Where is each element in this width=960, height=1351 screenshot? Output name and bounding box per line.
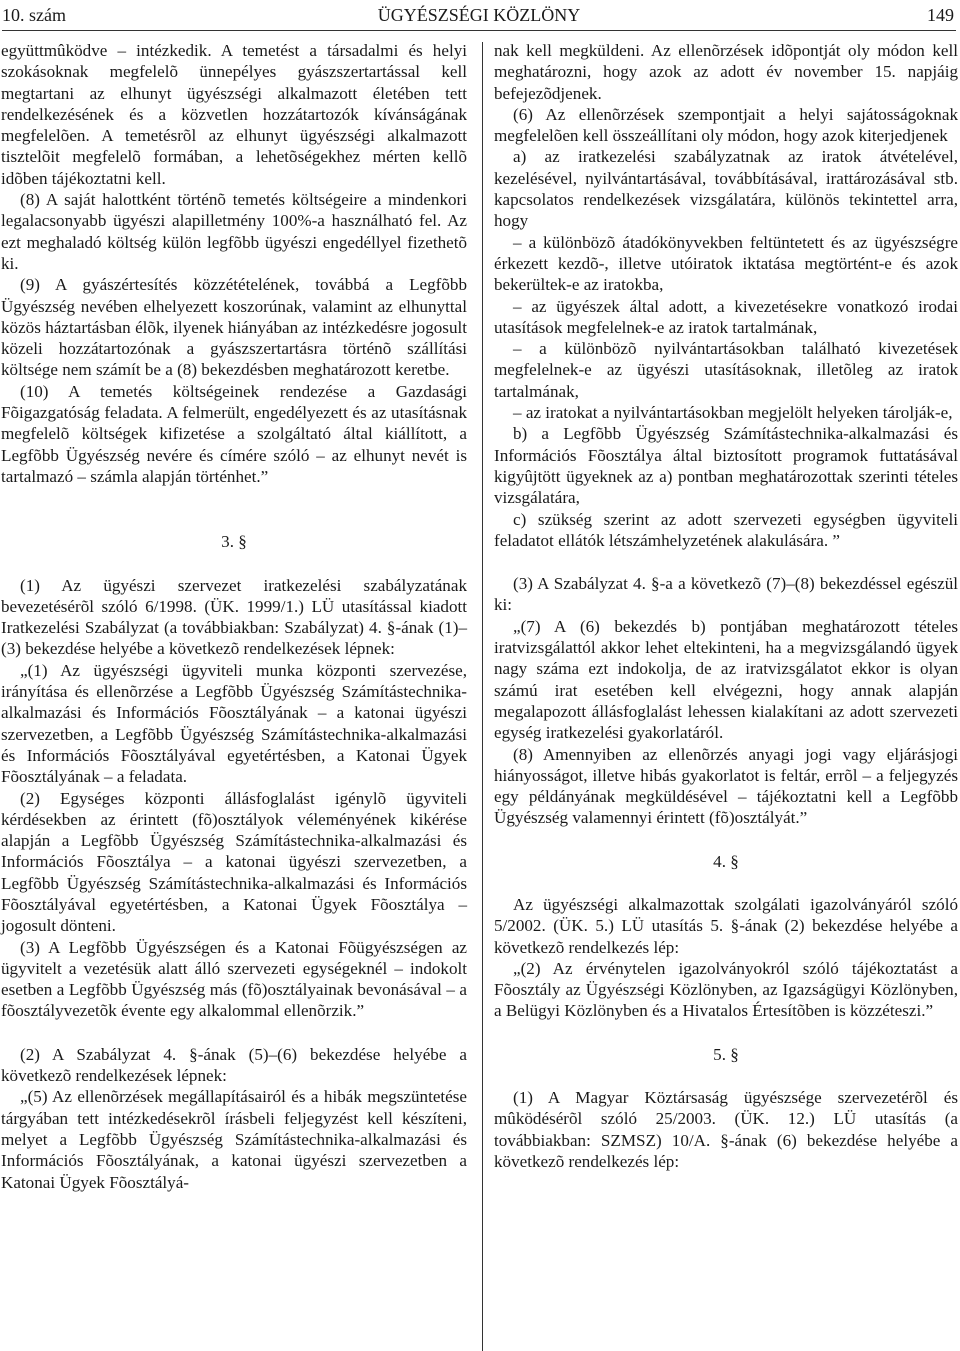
paragraph: (8) A saját halottként történõ temetés költségeire a mindenkori legalacsonyabb ügyészi alapilletmény 100%-a használható fel. Az ezt meghaladó költség külön legfõbb ügyészi engedéllyel fizethetõ ki. [1, 190, 467, 273]
page-number: 149 [927, 5, 954, 25]
section-heading: 5. § [713, 1044, 739, 1064]
paragraph: b) a Legfõbb Ügyészség Számítástechnika-alkalmazási és Információs Fõosztálya által biztosított programok futtatásával kigyûjtött ügyeknek az a) pontban meghatározottak szerinti tételes vizsgálatára, [494, 424, 958, 508]
paragraph: (3) A Szabályzat 4. §-a a következõ (7)–(8) bekezdéssel egészül ki: [494, 574, 958, 615]
paragraph: – a különbözõ átadókönyvekben feltüntetett és az ügyészségre érkezett kezdõ-, illetve utóiratok iktatása megtörtént-e és azok bekerültek-e az iratokba, [494, 232, 958, 295]
paragraph: – az iratokat a nyilvántartásokban megjelölt helyeken tárolják-e, [513, 403, 953, 423]
left-column [1, 40, 467, 1193]
paragraph: „(7) A (6) bekezdés b) pontjában meghatározott tételes iratvizsgálattól akkor lehet eltekinteni, ha a megvizsgálandó ügyek nagy száma ezt indokolja, de az iratvizsgálatot ekkor is olyan számú irat esetében kell elvégezni, hogy annak alapján megalapozott állásfoglalást lehessen kialakítani az adott szervezeti egység iratkezelési gyakorlatáról. [494, 616, 958, 743]
page-header [2, 0, 956, 31]
paragraph: (1) Az ügyészi szervezet iratkezelési szabályzatának bevezetésérõl szóló 6/1998. (ÜK. 1999/1.) LÜ utasítással kiadott Iratkezelési Szabályzat (a továbbiakban: Szabályzat) 4. §-ának (1)–(3) bekezdése helyébe a következõ rendelkezések lépnek: [1, 575, 467, 659]
paragraph: c) szükség szerint az adott szervezeti egységben ügyviteli feladatot ellátók létszámhelyzetének alakulására. ” [494, 509, 958, 550]
section-heading: 3. § [221, 532, 247, 552]
paragraph: (9) A gyászértesítés közzétételének, továbbá a Legfõbb Ügyészség nevében elhelyezett koszorúnak, valamint az elhunyttal közös háztartásban élõk, ilyenek hiányában az intézkedésre jogosult közeli hozzátartozónak a gyászszertartásra történõ szállítási költsége nem számít be a (8) bekezdésben meghatározott keretbe. [1, 275, 467, 380]
paragraph: nak kell megküldeni. Az ellenõrzések idõpontját oly módon kell meghatározni, hogy azok az adott év november 15. napjáig befejezõdjenek. [494, 41, 958, 103]
paragraph: Az ügyészségi alkalmazottak szolgálati igazolványáról szóló 5/2002. (ÜK. 5.) LÜ utasítás 5. §-ának (2) bekezdése helyébe a következõ rendelkezés lép: [494, 894, 958, 957]
paragraph: – az ügyészek által adott, a kivezetésekre vonatkozó irodai utasítások megfelelnek-e az iratok tartalmának, [494, 296, 958, 337]
paragraph: (2) A Szabályzat 4. §-ának (5)–(6) bekezdése helyébe a következõ rendelkezések lépnek: [1, 1044, 467, 1086]
paragraph: (1) A Magyar Köztársaság ügyészsége szervezetérõl és mûködésérõl szóló 25/2003. (ÜK. 12.) LÜ utasítás (a továbbiakban: SZMSZ) 10/A. §-ának (6) bekezdése helyébe a következõ rendelkezés lép: [494, 1088, 958, 1171]
right-column [494, 40, 958, 1172]
section-heading: 4. § [713, 851, 739, 871]
issue-number: 10. szám [2, 5, 66, 25]
publication-title: ÜGYÉSZSÉGI KÖZLÖNY [377, 5, 581, 25]
paragraph: „(5) Az ellenõrzések megállapításairól és a hibák megszüntetése tárgyában tett intézkedésekrõl írásbeli feljegyzést kell készíteni, melyet a Legfõbb Ügyészség Számítástechnika-alkalmazási és Információs Fõosztályának, a katonai ügyészi szervezetben a Katonai Ügyek Fõosztályá- [1, 1087, 467, 1192]
paragraph: (10) A temetés költségeinek rendezése a Gazdasági Fõigazgatóság feladata. A felmerült, engedélyezett és az utasításnak megfelelõ költségek kifizetése a szolgáltató által kiállított, a Legfõbb Ügyészség nevére és címére szóló – az elhunyt nevét is tartalmazó – számla alapján történhet.” [1, 381, 467, 486]
paragraph: „(1) Az ügyészségi ügyviteli munka központi szervezése, irányítása és ellenõrzése a Legfõbb Ügyészség Számítástechnika-alkalmazási és Információs Fõosztályának – a katonai ügyészi szervezetben, a Legfõbb Ügyészség Számítástechnika-alkalmazási és Információs Fõosztályával egyetértésben, a Katonai Ügyek Fõosztályának – a feladata. [1, 660, 467, 787]
paragraph: együttmûködve – intézkedik. A temetést a társadalmi és helyi szokásoknak megfelelõ ünnepélyes gyászszertartással kell megtartani az elhunyt ügyészségi alkalmazott életében tett rendelkezésének és a közvetlen hozzátartozók kívánságának megfelelõen. A temetésrõl az elhunyt ügyészségi alkalmazott tisztelõit megfelelõ formában, a lehetõségekhez mérten kellõ idõben tájékoztatni kell. [1, 41, 467, 188]
paragraph: (3) A Legfõbb Ügyészségen és a Katonai Fõügyészségen az ügyvitelt a vezetésük alatt álló szervezeti egységeknél – indokolt esetben a Legfõbb Ügyészség más (fõ)osztályainak bevonásával – a fõosztályvezetõk évente egy alkalommal ellenõrzik.” [1, 937, 467, 1021]
paragraph: „(2) Az érvénytelen igazolványokról szóló tájékoztatást a Fõosztály az Ügyészségi Közlönyben, az Igazságügyi Közlönyben, a Belügyi Közlönyben és a Hivatalos Értesítõben is közzéteszi.” [494, 958, 958, 1021]
paragraph: a) az iratkezelési szabályzatnak az iratok átvételével, kezelésével, nyilvántartásával, továbbításával, irattározásával stb. kapcsolatos rendelkezések vizsgálatára, különös tekintettel arra, hogy [494, 147, 958, 231]
paragraph: (2) Egységes központi állásfoglalást igénylõ ügyviteli kérdésekben az érintett (fõ)osztályok véleményének kikérése alapján a Legfõbb Ügyészség Számítástechnika-alkalmazási és Információs Fõosztálya – a katonai ügyészi szervezetben, a Legfõbb Ügyészség Számítástechnika-alkalmazási és Információs Fõosztályával egyetértésben, a Katonai Ügyek Fõosztálya – jogosult dönteni. [1, 788, 467, 936]
paragraph: (8) Amennyiben az ellenõrzés anyagi jogi vagy eljárásjogi hiányosságot, illetve hibás gyakorlatot is feltár, errõl – a feljegyzés egy példányának megküldésével – tájékoztatni kell a Legfõbb Ügyészség valamennyi érintett (fõ)osztályát.” [494, 744, 958, 828]
paragraph: – a különbözõ nyilvántartásokban található kivezetések megfelelnek-e az ügyészi utasításoknak, illetõleg az iratok tartalmának, [494, 339, 958, 401]
column-divider [482, 42, 483, 1351]
paragraph: (6) Az ellenõrzések szempontjait a helyi sajátosságoknak megfelelõen kell összeállítani oly módon, hogy azok kiterjedjenek [494, 104, 958, 146]
